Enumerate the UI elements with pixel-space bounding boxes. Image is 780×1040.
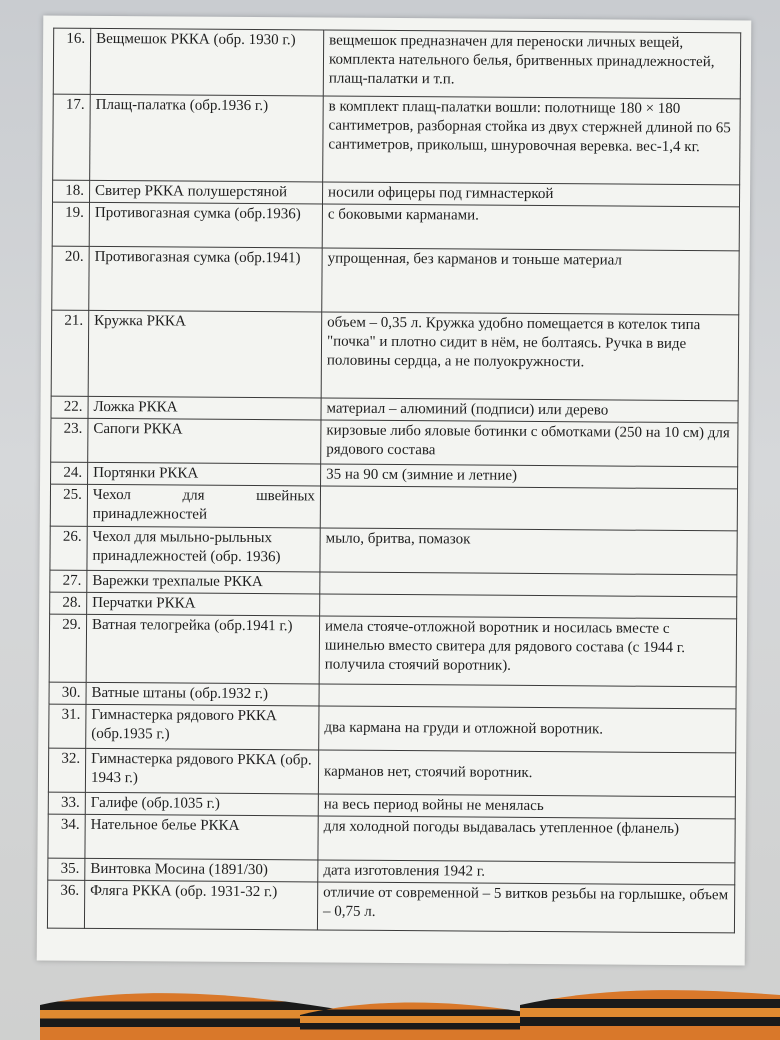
item-description: отличие от современной – 5 витков резьбы на горлышке, объем – 0,75 л. [317, 882, 734, 933]
item-description [320, 594, 737, 619]
item-description: объем – 0,35 л. Кружка удобно помещается в котелок типа "почка" и плотно сидит в нём, не болтаясь. Ручка в виде половины сердца, а не полуокружности. [321, 312, 739, 401]
row-number: 32. [48, 748, 85, 792]
row-number: 24. [51, 462, 88, 484]
document-sheet [37, 16, 752, 966]
item-description: для холодной погоды выдавалась утепленное (фланель) [318, 816, 735, 863]
row-number: 33. [48, 792, 85, 814]
row-number: 22. [51, 396, 88, 418]
item-description: материал – алюминий (подписи) или дерево [321, 398, 738, 423]
item-description [319, 684, 736, 709]
item-name: Кружка РККА [88, 310, 322, 398]
table-row [50, 526, 737, 575]
item-description: упрощенная, без карманов и тоньше материал [322, 248, 739, 315]
item-name: Чехол для мыльно-рыльных принадлежностей (обр. 1936) [87, 526, 320, 572]
item-description: карманов нет, стоячий воротник. [318, 750, 735, 797]
item-name: Противогазная сумка (обр.1941) [89, 246, 322, 312]
row-number: 17. [53, 94, 91, 180]
item-description: носили офицеры под гимнастеркой [322, 182, 739, 207]
row-number: 26. [50, 526, 87, 570]
item-name: Галифе (обр.1035 г.) [85, 792, 318, 816]
table-row [47, 880, 734, 933]
table-row [48, 814, 735, 863]
item-name: Ватная телогрейка (обр.1941 г.) [86, 614, 319, 684]
item-name: Гимнастерка рядового РККА (обр.1935 г.) [86, 704, 319, 750]
row-number: 30. [49, 682, 86, 704]
table-row [53, 28, 740, 99]
row-number: 34. [48, 814, 85, 858]
table-row [52, 246, 739, 315]
row-number: 27. [50, 570, 87, 592]
item-name: Противогазная сумка (обр.1936) [89, 202, 322, 248]
row-number: 35. [48, 858, 85, 880]
table-row [50, 484, 737, 531]
table-row [49, 614, 736, 687]
st-george-ribbon [0, 975, 780, 1040]
item-name: Портянки РККА [88, 462, 321, 486]
item-name: Гимнастерка рядового РККА (обр. 1943 г.) [85, 748, 318, 794]
item-description [320, 572, 737, 597]
item-description: кирзовые либо яловые ботинки с обмотками (250 на 10 см) для рядового состава [321, 420, 738, 467]
item-name: Ложка РККА [88, 396, 321, 420]
item-description: имела стояче-отложной воротник и носилась вместе с шинелью вместо свитера для рядового состава (с 1944 г. получила стоячий воротник). [319, 616, 736, 687]
item-name: Плащ-палатка (обр.1936 г.) [90, 94, 324, 182]
item-description: с боковыми карманами. [322, 204, 739, 251]
row-number: 18. [53, 180, 90, 202]
item-name: Нательное белье РККА [85, 814, 318, 860]
item-description: два кармана на груди и отложной воротник. [319, 706, 736, 753]
row-number: 28. [50, 592, 87, 614]
item-description [320, 486, 737, 531]
equipment-table [47, 28, 741, 934]
row-number: 31. [49, 704, 86, 748]
row-number: 25. [50, 484, 87, 526]
row-number: 36. [47, 880, 84, 928]
row-number: 16. [53, 28, 90, 94]
item-description: на весь период войны не менялась [318, 794, 735, 819]
table-row [48, 748, 735, 797]
item-name: Чехол для швейных принадлежностей [87, 484, 320, 528]
table-row [49, 704, 736, 753]
row-number: 19. [52, 202, 89, 246]
item-name: Сапоги РККА [88, 418, 321, 464]
row-number: 20. [52, 246, 89, 310]
item-description: мыло, бритва, помазок [320, 528, 737, 575]
item-name: Свитер РККА полушерстяной [90, 180, 323, 204]
item-name: Перчатки РККА [87, 592, 320, 616]
table-row [53, 94, 741, 185]
row-number: 21. [51, 310, 89, 396]
table-row [52, 202, 739, 251]
ribbon-graphic [0, 975, 780, 1040]
item-name: Винтовка Мосина (1891/30) [85, 858, 318, 882]
table-row [51, 310, 739, 401]
item-name: Ватные штаны (обр.1932 г.) [86, 682, 319, 706]
item-name: Варежки трехпалые РККА [87, 570, 320, 594]
row-number: 23. [51, 418, 88, 462]
item-description: 35 на 90 см (зимние и летние) [321, 464, 738, 489]
item-description: вещмешок предназначен для переноски личных вещей, комплекта нательного белья, бритвенных принадлежностей, плащ-палатки и т.п. [323, 30, 740, 99]
item-description: дата изготовления 1942 г. [318, 860, 735, 885]
item-name: Фляга РККА (обр. 1931-32 г.) [84, 880, 317, 930]
item-description: в комплект плащ-палатки вошли: полотнище 180 × 180 сантиметров, разборная стойка из двух стержней длиной по 65 сантиметров, приколыш, шнуровочная веревка. вес-1,4 кг. [323, 96, 741, 185]
table-row [51, 418, 738, 467]
item-name: Вещмешок РККА (обр. 1930 г.) [90, 28, 323, 96]
row-number: 29. [49, 614, 86, 682]
